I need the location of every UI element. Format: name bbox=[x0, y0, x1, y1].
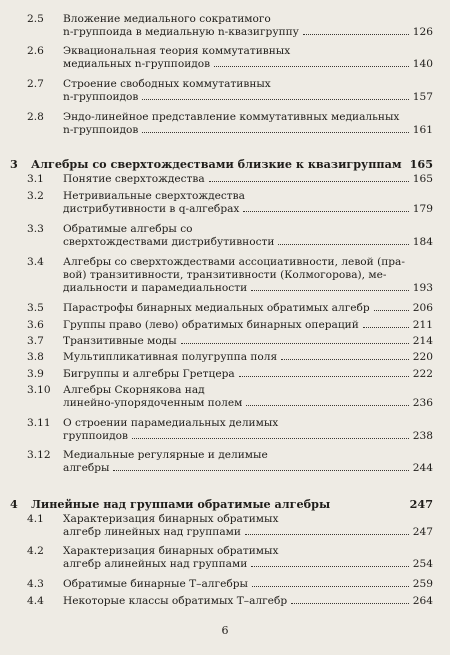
toc-entry-title: Нетривиальные сверхтождества bbox=[63, 190, 245, 202]
toc-entry-title: n-группоидов bbox=[63, 124, 139, 136]
toc-entry-title: Транзитивные моды bbox=[63, 335, 177, 347]
toc-entry-title: группоидов bbox=[63, 430, 128, 442]
dot-leader bbox=[251, 290, 409, 291]
toc-entry-page: 247 bbox=[412, 526, 433, 538]
dot-leader bbox=[209, 181, 409, 182]
toc-entry-title: Бигруппы и алгебры Гретцера bbox=[63, 368, 235, 380]
toc-entry-page: 244 bbox=[412, 462, 433, 474]
dot-leader bbox=[252, 586, 409, 587]
toc-entry-page: 184 bbox=[412, 236, 433, 248]
toc-entry-page: 179 bbox=[412, 203, 433, 215]
toc-entry-title: n-группоида в медиальную n-квазигруппу bbox=[63, 26, 299, 38]
toc-entry-page: 193 bbox=[412, 282, 433, 294]
toc-entry-page: 206 bbox=[412, 302, 433, 314]
chapter-page: 247 bbox=[409, 497, 433, 511]
toc-entry-number: 3.11 bbox=[27, 417, 51, 429]
chapter-page: 165 bbox=[409, 157, 433, 171]
toc-entry-title: Вложение медиального сократимого bbox=[63, 13, 271, 25]
toc-entry-number: 3.4 bbox=[27, 256, 44, 268]
toc-entry-page: 165 bbox=[412, 173, 433, 185]
chapter-title: Алгебры со сверхтождествами близкие к квазигруппам bbox=[31, 157, 402, 171]
dot-leader bbox=[239, 376, 409, 377]
dot-leader bbox=[132, 438, 409, 439]
toc-entry-page: 254 bbox=[412, 558, 433, 570]
dot-leader bbox=[363, 327, 409, 328]
toc-entry-title: Эквациональная теория коммутативных bbox=[63, 45, 291, 57]
toc-entry-page: 157 bbox=[412, 91, 433, 103]
dot-leader bbox=[303, 34, 409, 35]
toc-entry-page: 220 bbox=[412, 351, 433, 363]
toc-entry-title: линейно-упорядоченным полем bbox=[63, 397, 243, 409]
dot-leader bbox=[142, 132, 408, 133]
toc-entry-title: Обратимые бинарные T–алгебры bbox=[63, 578, 248, 590]
toc-entry-number: 3.10 bbox=[27, 384, 51, 396]
dot-leader bbox=[281, 359, 409, 360]
toc-entry-title: сверхтождествами дистрибутивности bbox=[63, 236, 275, 248]
toc-entry-number: 3.5 bbox=[27, 302, 44, 314]
toc-entry-number: 3.3 bbox=[27, 223, 44, 235]
dot-leader bbox=[214, 66, 409, 67]
toc-entry-title: медиальных n-группоидов bbox=[63, 58, 211, 70]
dot-leader bbox=[181, 343, 409, 344]
dot-leader bbox=[251, 566, 408, 567]
toc-entry-page: 211 bbox=[412, 319, 433, 331]
dot-leader bbox=[291, 603, 409, 604]
dot-leader bbox=[243, 211, 408, 212]
toc-entry-page: 126 bbox=[412, 26, 433, 38]
toc-entry-title: Мультипликативная полугруппа поля bbox=[63, 351, 278, 363]
toc-entry-number: 4.3 bbox=[27, 578, 44, 590]
toc-entry-number: 2.7 bbox=[27, 78, 44, 90]
toc-entry-title: алгебр алинейных над группами bbox=[63, 558, 248, 570]
toc-entry-page: 264 bbox=[412, 595, 433, 607]
toc-entry-number: 3.8 bbox=[27, 351, 44, 363]
toc-entry-title: Понятие сверхтождества bbox=[63, 173, 205, 185]
toc-entry-number: 3.6 bbox=[27, 319, 44, 331]
toc-entry-title: алгебры bbox=[63, 462, 110, 474]
toc-entry-title: Парастрофы бинарных медиальных обратимых алгебр bbox=[63, 302, 370, 314]
toc-entry-page: 140 bbox=[412, 58, 433, 70]
toc-entry-number: 3.1 bbox=[27, 173, 44, 185]
toc-entry-page: 238 bbox=[412, 430, 433, 442]
toc-entry-title: алгебр линейных над группами bbox=[63, 526, 241, 538]
toc-entry-title: n-группоидов bbox=[63, 91, 139, 103]
toc-entry-title: Группы право (лево) обратимых бинарных операций bbox=[63, 319, 359, 331]
toc-entry-title: диальности и парамедиальности bbox=[63, 282, 248, 294]
chapter-number: 4 bbox=[10, 497, 18, 511]
toc-entry-number: 2.6 bbox=[27, 45, 44, 57]
toc-entry-page: 222 bbox=[412, 368, 433, 380]
toc-entry-number: 3.2 bbox=[27, 190, 44, 202]
toc-entry-page: 259 bbox=[412, 578, 433, 590]
toc-entry-number: 3.9 bbox=[27, 368, 44, 380]
toc-entry-title: Обратимые алгебры со bbox=[63, 223, 193, 235]
dot-leader bbox=[245, 534, 409, 535]
toc-entry-title: Некоторые классы обратимых T–алгебр bbox=[63, 595, 288, 607]
toc-entry-number: 3.12 bbox=[27, 449, 51, 461]
toc-entry-title: вой) транзитивности, транзитивности (Колмогорова), ме- bbox=[63, 269, 387, 281]
toc-entry-title: Характеризация бинарных обратимых bbox=[63, 545, 279, 557]
toc-entry-number: 4.2 bbox=[27, 545, 44, 557]
toc-entry-title: Характеризация бинарных обратимых bbox=[63, 513, 279, 525]
toc-entry-page: 236 bbox=[412, 397, 433, 409]
toc-entry-page: 214 bbox=[412, 335, 433, 347]
toc-entry-number: 2.8 bbox=[27, 111, 44, 123]
chapter-number: 3 bbox=[10, 157, 18, 171]
dot-leader bbox=[113, 470, 408, 471]
toc-entry-title: Медиальные регулярные и делимые bbox=[63, 449, 268, 461]
toc-entry-title: О строении парамедиальных делимых bbox=[63, 417, 279, 429]
toc-entry-number: 4.4 bbox=[27, 595, 44, 607]
toc-entry-number: 4.1 bbox=[27, 513, 44, 525]
page-number: 6 bbox=[221, 624, 229, 637]
toc-entry-page: 161 bbox=[412, 124, 433, 136]
dot-leader bbox=[374, 310, 409, 311]
toc-entry-number: 2.5 bbox=[27, 13, 44, 25]
dot-leader bbox=[278, 244, 408, 245]
toc-entry-title: Алгебры Скорнякова над bbox=[63, 384, 205, 396]
dot-leader bbox=[246, 405, 408, 406]
toc-entry-title: дистрибутивности в q-алгебрах bbox=[63, 203, 240, 215]
toc-entry-title: Строение свободных коммутативных bbox=[63, 78, 271, 90]
chapter-title: Линейные над группами обратимые алгебры bbox=[31, 497, 331, 511]
toc-entry-number: 3.7 bbox=[27, 335, 44, 347]
toc-entry-title: Алгебры со сверхтождествами ассоциативности, левой (пра- bbox=[63, 256, 405, 268]
toc-entry-title: Эндо-линейное представление коммутативных медиальных bbox=[63, 111, 400, 123]
dot-leader bbox=[142, 99, 408, 100]
